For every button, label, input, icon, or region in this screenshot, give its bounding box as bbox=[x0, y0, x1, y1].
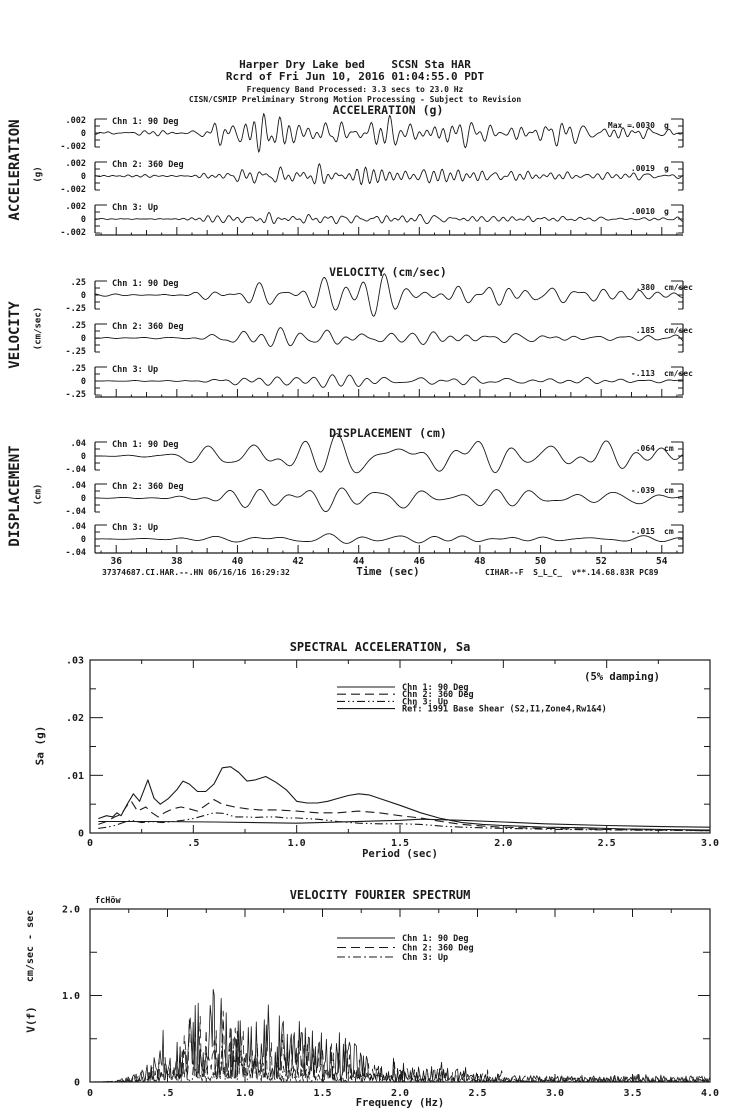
channel-label: Chn 1: 90 Deg bbox=[112, 440, 179, 450]
acceleration-group-title: ACCELERATION (g) bbox=[332, 103, 444, 117]
fourier-x-tick-label: 1.5 bbox=[313, 1088, 332, 1099]
fourier-chart bbox=[62, 905, 719, 1100]
sa-x-tick-label: 2.5 bbox=[597, 838, 616, 849]
y-tick-label: .25 bbox=[70, 321, 86, 331]
y-tick-label: .002 bbox=[65, 202, 86, 212]
sa-x-tick-label: .5 bbox=[187, 838, 200, 849]
fourier-x-tick-label: 2.5 bbox=[468, 1088, 487, 1099]
station-title: Harper Dry Lake bed SCSN Sta HAR bbox=[239, 58, 471, 71]
max-unit: cm bbox=[664, 444, 674, 453]
record-group-velocity bbox=[66, 274, 694, 400]
damping-note: (5% damping) bbox=[584, 671, 660, 683]
fourier-y-tick-label: 2.0 bbox=[61, 904, 80, 916]
velocity-group-title: VELOCITY (cm/sec) bbox=[329, 265, 447, 279]
max-value: .0030 bbox=[630, 121, 655, 130]
y-tick-label: -.04 bbox=[65, 507, 86, 517]
fourier-series-2 bbox=[90, 1011, 710, 1082]
channel-label: Chn 3: Up bbox=[112, 203, 159, 213]
y-tick-label: 0 bbox=[80, 452, 86, 462]
y-tick-label: -.25 bbox=[65, 390, 86, 400]
time-tick-label: 42 bbox=[292, 556, 304, 567]
trace-acceleration-ch3 bbox=[95, 213, 683, 224]
record-id-footer: 37374687.CI.HAR.--.HN 06/16/16 16:29:32 bbox=[102, 568, 290, 577]
y-tick-label: 0 bbox=[80, 494, 86, 504]
max-value: .380 bbox=[635, 283, 655, 292]
y-tick-label: 0 bbox=[80, 129, 86, 139]
y-tick-label: 0 bbox=[80, 291, 86, 301]
y-tick-label: -.002 bbox=[60, 142, 86, 152]
sa-y-tick-label: 0 bbox=[77, 828, 84, 840]
channel-label: Chn 3: Up bbox=[112, 365, 159, 375]
max-unit: g bbox=[664, 207, 669, 216]
y-tick-label: -.04 bbox=[65, 548, 86, 558]
max-value: .0019 bbox=[630, 164, 655, 173]
max-unit: cm/sec bbox=[664, 283, 693, 292]
max-value: .185 bbox=[635, 326, 655, 335]
processing-disclaimer: CISN/CSMIP Preliminary Strong Motion Processing - Subject to Revision bbox=[188, 95, 522, 104]
acceleration-side-label: ACCELERATION bbox=[7, 119, 23, 221]
max-value: -.113 bbox=[630, 369, 655, 378]
fourier-y-axis-unit: cm/sec - sec bbox=[25, 909, 36, 983]
max-unit: g bbox=[664, 164, 669, 173]
max-unit: cm bbox=[664, 527, 674, 536]
max-unit: g bbox=[664, 121, 669, 130]
corner-frequency-marker: fcHöw bbox=[95, 896, 121, 906]
sa-x-tick-label: 0 bbox=[86, 838, 94, 849]
channel-label: Chn 3: Up bbox=[112, 523, 159, 533]
y-tick-label: .002 bbox=[65, 116, 86, 126]
sa-legend-label: Chn 3: Up bbox=[402, 697, 449, 708]
sa-legend-label: Chn 2: 360 Deg bbox=[402, 690, 474, 701]
fourier-x-tick-label: 3.0 bbox=[545, 1088, 565, 1099]
record-group-acceleration bbox=[60, 114, 683, 239]
max-unit: cm bbox=[664, 486, 674, 495]
max-prefix: Max = bbox=[607, 121, 632, 130]
sa-x-tick-label: 3.0 bbox=[700, 838, 720, 849]
sa-y-axis-label: Sa (g) bbox=[33, 725, 47, 766]
y-tick-label: .04 bbox=[70, 522, 86, 532]
fourier-y-tick-label: 1.0 bbox=[61, 991, 80, 1002]
fourier-x-tick-label: .5 bbox=[161, 1088, 174, 1099]
sa-series-4 bbox=[98, 819, 710, 827]
y-tick-label: .04 bbox=[70, 481, 86, 491]
fourier-x-tick-label: 2.0 bbox=[390, 1088, 410, 1099]
sa-y-tick-label: .03 bbox=[65, 655, 84, 667]
channel-label: Chn 1: 90 Deg bbox=[112, 279, 179, 289]
y-tick-label: -.25 bbox=[65, 347, 86, 357]
time-tick-label: 52 bbox=[595, 556, 607, 567]
velocity-side-label: VELOCITY bbox=[7, 301, 23, 369]
y-tick-label: -.002 bbox=[60, 185, 86, 195]
channel-label: Chn 2: 360 Deg bbox=[112, 160, 184, 170]
trace-velocity-ch1 bbox=[95, 274, 683, 317]
time-tick-label: 48 bbox=[474, 556, 486, 567]
fourier-x-tick-label: 4.0 bbox=[700, 1088, 720, 1099]
sa-y-tick-label: .02 bbox=[65, 713, 84, 725]
sa-y-tick-label: .01 bbox=[65, 770, 84, 782]
channel-label: Chn 2: 360 Deg bbox=[112, 482, 184, 492]
fourier-legend-label: Chn 3: Up bbox=[402, 953, 449, 963]
sa-plot-title: SPECTRAL ACCELERATION, Sa bbox=[289, 640, 471, 654]
y-tick-label: .25 bbox=[70, 364, 86, 374]
y-tick-label: 0 bbox=[80, 215, 86, 225]
fourier-x-axis-label: Frequency (Hz) bbox=[355, 1097, 445, 1109]
max-value: .0010 bbox=[630, 207, 655, 216]
sa-legend-label: Ref: 1991 Base Shear (S2,I1,Zone4,Rw1&4) bbox=[402, 704, 607, 715]
sa-x-tick-label: 2.0 bbox=[494, 838, 513, 849]
fourier-x-tick-label: 0 bbox=[86, 1088, 94, 1099]
fourier-y-tick-label: 0 bbox=[73, 1077, 80, 1089]
y-tick-label: .002 bbox=[65, 159, 86, 169]
time-tick-label: 46 bbox=[413, 556, 426, 567]
sa-x-tick-label: 1.5 bbox=[390, 838, 410, 849]
max-unit: cm/sec bbox=[664, 369, 693, 378]
record-timestamp: Rcrd of Fri Jun 10, 2016 01:04:55.0 PDT bbox=[225, 70, 485, 83]
time-tick-label: 50 bbox=[534, 556, 547, 567]
time-tick-label: 44 bbox=[352, 556, 365, 567]
y-tick-label: -.04 bbox=[65, 465, 86, 475]
y-tick-label: 0 bbox=[80, 377, 86, 387]
time-tick-label: 54 bbox=[656, 556, 668, 567]
sa-legend-label: Chn 1: 90 Deg bbox=[402, 683, 469, 693]
acceleration-side-unit: (g) bbox=[33, 166, 44, 183]
trace-acceleration-ch1 bbox=[95, 114, 683, 153]
fourier-y-axis-label: V(f) bbox=[24, 1006, 38, 1033]
max-value: .064 bbox=[635, 444, 655, 453]
velocity-side-unit: (cm/sec) bbox=[33, 306, 44, 351]
max-value: -.039 bbox=[630, 486, 655, 495]
y-tick-label: 0 bbox=[80, 535, 86, 545]
frequency-band-note: Frequency Band Processed: 3.3 secs to 23.0 Hz bbox=[246, 85, 464, 94]
sa-chart bbox=[66, 656, 719, 850]
fourier-legend-label: Chn 2: 360 Deg bbox=[402, 943, 474, 954]
trace-velocity-ch3 bbox=[95, 375, 683, 388]
processing-version-footer: CIHAR--F S_L_C_ v**.14.68.83R PC89 bbox=[485, 568, 659, 577]
trace-displacement-ch3 bbox=[95, 534, 683, 544]
sa-x-tick-label: 1.0 bbox=[287, 838, 306, 849]
channel-label: Chn 1: 90 Deg bbox=[112, 117, 179, 127]
y-tick-label: .04 bbox=[70, 439, 86, 449]
y-tick-label: -.002 bbox=[60, 228, 86, 238]
max-unit: cm/sec bbox=[664, 326, 693, 335]
y-tick-label: 0 bbox=[80, 334, 86, 344]
record-group-displacement bbox=[66, 434, 683, 567]
max-value: -.015 bbox=[630, 527, 655, 536]
fourier-x-tick-label: 1.0 bbox=[235, 1088, 255, 1099]
y-tick-label: 0 bbox=[80, 172, 86, 182]
channel-label: Chn 2: 360 Deg bbox=[112, 322, 184, 332]
y-tick-label: .25 bbox=[70, 278, 86, 288]
fourier-legend-label: Chn 1: 90 Deg bbox=[402, 934, 469, 944]
time-tick-label: 36 bbox=[110, 556, 122, 567]
sa-x-axis-label: Period (sec) bbox=[362, 848, 438, 860]
fourier-x-tick-label: 3.5 bbox=[623, 1088, 642, 1099]
y-tick-label: -.25 bbox=[65, 304, 86, 314]
time-tick-label: 38 bbox=[171, 556, 183, 567]
fourier-plot-title: VELOCITY FOURIER SPECTRUM bbox=[289, 888, 471, 902]
displacement-group-title: DISPLACEMENT (cm) bbox=[329, 426, 447, 440]
displacement-side-label: DISPLACEMENT bbox=[7, 445, 23, 547]
displacement-side-unit: (cm) bbox=[33, 483, 44, 506]
time-tick-label: 40 bbox=[231, 556, 244, 567]
time-axis-label: Time (sec) bbox=[356, 566, 420, 578]
